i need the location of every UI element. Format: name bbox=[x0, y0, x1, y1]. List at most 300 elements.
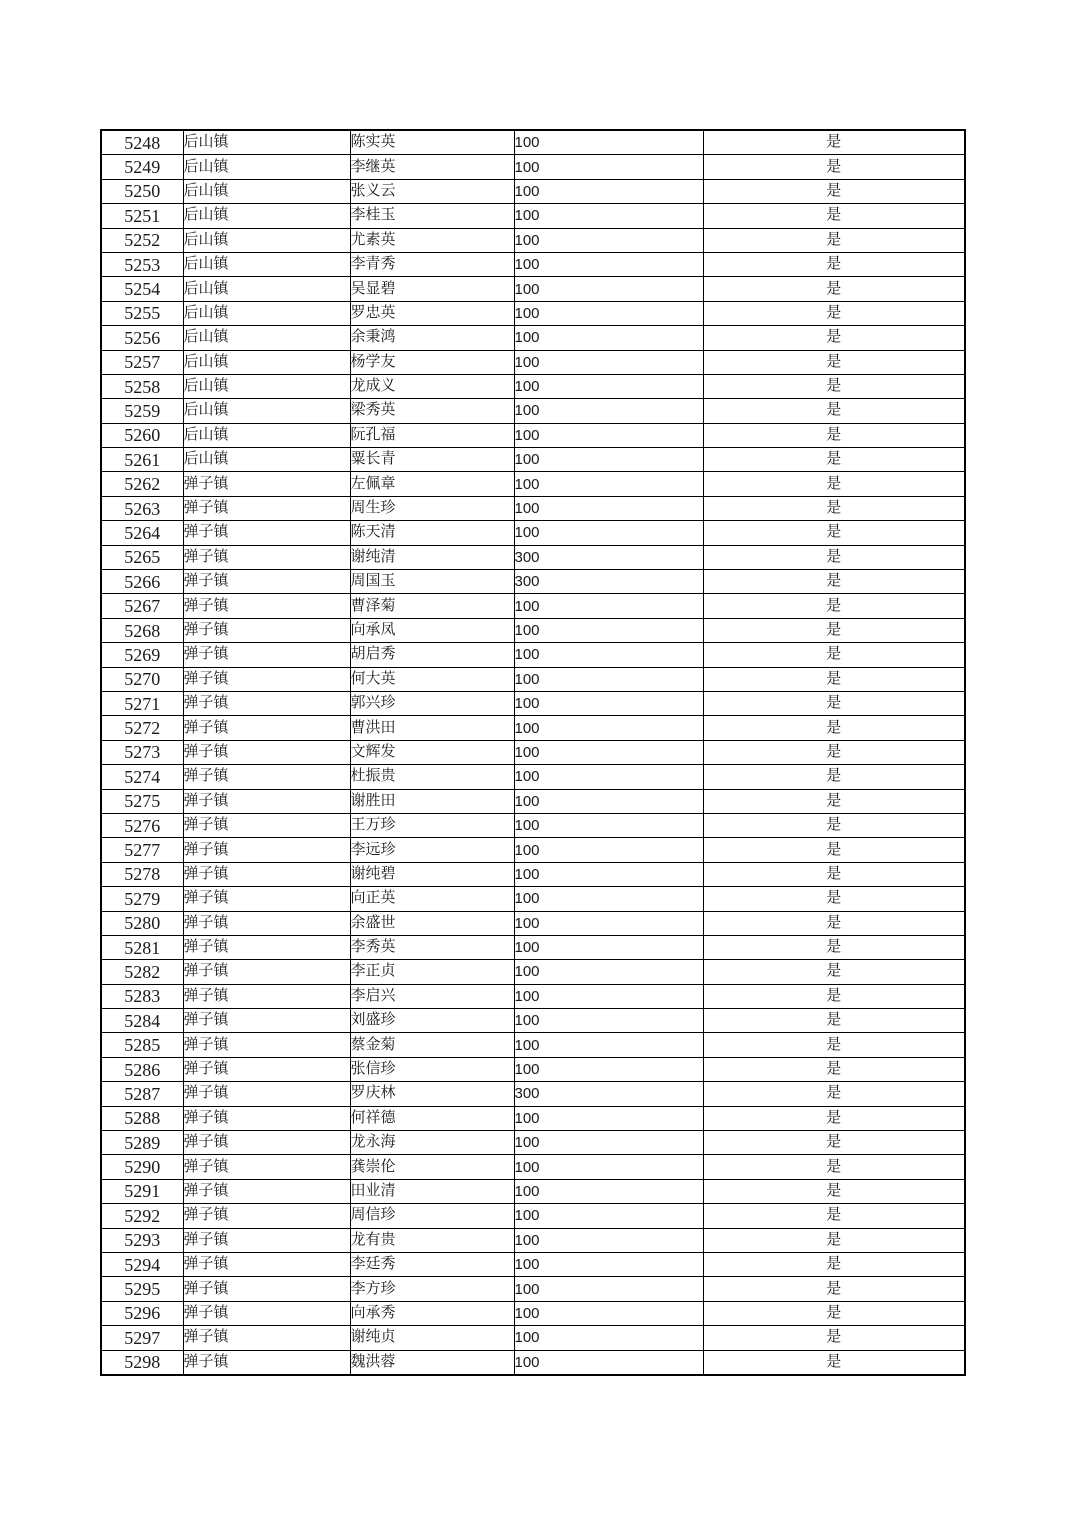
table-row bbox=[101, 204, 965, 228]
confirmed-cell: 是 bbox=[703, 691, 965, 715]
person-name-cell: 张义云 bbox=[350, 179, 514, 203]
town-name-cell: 弹子镇 bbox=[183, 691, 350, 715]
table-row bbox=[101, 1009, 965, 1033]
amount-cell: 100 bbox=[514, 277, 703, 301]
amount-cell: 100 bbox=[514, 691, 703, 715]
serial-number-cell: 5274 bbox=[101, 765, 183, 789]
serial-number-cell: 5289 bbox=[101, 1131, 183, 1155]
table-row bbox=[101, 887, 965, 911]
table-row bbox=[101, 423, 965, 447]
confirmed-cell: 是 bbox=[703, 399, 965, 423]
person-name-cell: 胡启秀 bbox=[350, 643, 514, 667]
table-row bbox=[101, 155, 965, 179]
town-name-cell: 弹子镇 bbox=[183, 887, 350, 911]
person-name-cell: 罗庆林 bbox=[350, 1082, 514, 1106]
serial-number-cell: 5256 bbox=[101, 326, 183, 350]
town-name-cell: 弹子镇 bbox=[183, 1106, 350, 1130]
table-row bbox=[101, 1131, 965, 1155]
table-row bbox=[101, 374, 965, 398]
confirmed-cell: 是 bbox=[703, 1350, 965, 1375]
amount-cell: 100 bbox=[514, 399, 703, 423]
table-row bbox=[101, 643, 965, 667]
serial-number-cell: 5279 bbox=[101, 887, 183, 911]
serial-number-cell: 5278 bbox=[101, 862, 183, 886]
town-name-cell: 弹子镇 bbox=[183, 960, 350, 984]
table-row bbox=[101, 570, 965, 594]
town-name-cell: 后山镇 bbox=[183, 326, 350, 350]
town-name-cell: 弹子镇 bbox=[183, 1131, 350, 1155]
data-table bbox=[100, 129, 966, 1376]
amount-cell: 100 bbox=[514, 935, 703, 959]
serial-number-cell: 5272 bbox=[101, 716, 183, 740]
town-name-cell: 弹子镇 bbox=[183, 1033, 350, 1057]
confirmed-cell: 是 bbox=[703, 277, 965, 301]
confirmed-cell: 是 bbox=[703, 1204, 965, 1228]
person-name-cell: 文辉发 bbox=[350, 740, 514, 764]
serial-number-cell: 5260 bbox=[101, 423, 183, 447]
amount-cell: 100 bbox=[514, 1228, 703, 1252]
person-name-cell: 谢纯碧 bbox=[350, 862, 514, 886]
confirmed-cell: 是 bbox=[703, 204, 965, 228]
table-row bbox=[101, 228, 965, 252]
town-name-cell: 后山镇 bbox=[183, 155, 350, 179]
town-name-cell: 弹子镇 bbox=[183, 1350, 350, 1375]
table-row bbox=[101, 1277, 965, 1301]
serial-number-cell: 5287 bbox=[101, 1082, 183, 1106]
serial-number-cell: 5292 bbox=[101, 1204, 183, 1228]
confirmed-cell: 是 bbox=[703, 1131, 965, 1155]
town-name-cell: 后山镇 bbox=[183, 374, 350, 398]
serial-number-cell: 5261 bbox=[101, 448, 183, 472]
person-name-cell: 吴显碧 bbox=[350, 277, 514, 301]
town-name-cell: 弹子镇 bbox=[183, 570, 350, 594]
amount-cell: 100 bbox=[514, 594, 703, 618]
person-name-cell: 谢纯贞 bbox=[350, 1326, 514, 1350]
person-name-cell: 左佩章 bbox=[350, 472, 514, 496]
town-name-cell: 弹子镇 bbox=[183, 1228, 350, 1252]
serial-number-cell: 5276 bbox=[101, 813, 183, 837]
town-name-cell: 弹子镇 bbox=[183, 716, 350, 740]
town-name-cell: 弹子镇 bbox=[183, 911, 350, 935]
amount-cell: 100 bbox=[514, 667, 703, 691]
person-name-cell: 杜振贵 bbox=[350, 765, 514, 789]
serial-number-cell: 5252 bbox=[101, 228, 183, 252]
serial-number-cell: 5286 bbox=[101, 1057, 183, 1081]
table-row bbox=[101, 179, 965, 203]
confirmed-cell: 是 bbox=[703, 813, 965, 837]
town-name-cell: 后山镇 bbox=[183, 228, 350, 252]
person-name-cell: 魏洪蓉 bbox=[350, 1350, 514, 1375]
table-row bbox=[101, 960, 965, 984]
confirmed-cell: 是 bbox=[703, 521, 965, 545]
serial-number-cell: 5285 bbox=[101, 1033, 183, 1057]
person-name-cell: 李启兴 bbox=[350, 984, 514, 1008]
serial-number-cell: 5280 bbox=[101, 911, 183, 935]
town-name-cell: 弹子镇 bbox=[183, 1155, 350, 1179]
amount-cell: 100 bbox=[514, 1009, 703, 1033]
table-row bbox=[101, 789, 965, 813]
person-name-cell: 粟长青 bbox=[350, 448, 514, 472]
serial-number-cell: 5253 bbox=[101, 252, 183, 276]
serial-number-cell: 5295 bbox=[101, 1277, 183, 1301]
table-row bbox=[101, 813, 965, 837]
table-row bbox=[101, 911, 965, 935]
serial-number-cell: 5269 bbox=[101, 643, 183, 667]
amount-cell: 100 bbox=[514, 716, 703, 740]
town-name-cell: 弹子镇 bbox=[183, 789, 350, 813]
amount-cell: 100 bbox=[514, 130, 703, 155]
table-row bbox=[101, 594, 965, 618]
confirmed-cell: 是 bbox=[703, 570, 965, 594]
confirmed-cell: 是 bbox=[703, 887, 965, 911]
town-name-cell: 弹子镇 bbox=[183, 594, 350, 618]
serial-number-cell: 5266 bbox=[101, 570, 183, 594]
serial-number-cell: 5259 bbox=[101, 399, 183, 423]
serial-number-cell: 5293 bbox=[101, 1228, 183, 1252]
table-row bbox=[101, 350, 965, 374]
serial-number-cell: 5251 bbox=[101, 204, 183, 228]
confirmed-cell: 是 bbox=[703, 1277, 965, 1301]
town-name-cell: 弹子镇 bbox=[183, 1082, 350, 1106]
confirmed-cell: 是 bbox=[703, 496, 965, 520]
amount-cell: 100 bbox=[514, 1204, 703, 1228]
serial-number-cell: 5275 bbox=[101, 789, 183, 813]
table-row bbox=[101, 448, 965, 472]
amount-cell: 100 bbox=[514, 1155, 703, 1179]
town-name-cell: 弹子镇 bbox=[183, 1301, 350, 1325]
table-row bbox=[101, 277, 965, 301]
town-name-cell: 弹子镇 bbox=[183, 1277, 350, 1301]
serial-number-cell: 5298 bbox=[101, 1350, 183, 1375]
serial-number-cell: 5265 bbox=[101, 545, 183, 569]
town-name-cell: 后山镇 bbox=[183, 301, 350, 325]
amount-cell: 100 bbox=[514, 423, 703, 447]
person-name-cell: 谢胜田 bbox=[350, 789, 514, 813]
confirmed-cell: 是 bbox=[703, 1009, 965, 1033]
town-name-cell: 后山镇 bbox=[183, 204, 350, 228]
town-name-cell: 弹子镇 bbox=[183, 545, 350, 569]
table-body bbox=[101, 130, 965, 1375]
table-row bbox=[101, 1350, 965, 1375]
confirmed-cell: 是 bbox=[703, 1179, 965, 1203]
table-row bbox=[101, 1179, 965, 1203]
table-row bbox=[101, 252, 965, 276]
serial-number-cell: 5268 bbox=[101, 618, 183, 642]
person-name-cell: 李方珍 bbox=[350, 1277, 514, 1301]
amount-cell: 100 bbox=[514, 228, 703, 252]
table-row bbox=[101, 326, 965, 350]
table-row bbox=[101, 1057, 965, 1081]
town-name-cell: 后山镇 bbox=[183, 423, 350, 447]
amount-cell: 100 bbox=[514, 496, 703, 520]
person-name-cell: 蔡金菊 bbox=[350, 1033, 514, 1057]
person-name-cell: 陈天清 bbox=[350, 521, 514, 545]
amount-cell: 100 bbox=[514, 301, 703, 325]
town-name-cell: 弹子镇 bbox=[183, 618, 350, 642]
table-row bbox=[101, 862, 965, 886]
person-name-cell: 李继英 bbox=[350, 155, 514, 179]
serial-number-cell: 5273 bbox=[101, 740, 183, 764]
town-name-cell: 弹子镇 bbox=[183, 643, 350, 667]
person-name-cell: 罗忠英 bbox=[350, 301, 514, 325]
table-row bbox=[101, 472, 965, 496]
town-name-cell: 弹子镇 bbox=[183, 740, 350, 764]
serial-number-cell: 5284 bbox=[101, 1009, 183, 1033]
table-row bbox=[101, 716, 965, 740]
confirmed-cell: 是 bbox=[703, 618, 965, 642]
amount-cell: 100 bbox=[514, 1057, 703, 1081]
person-name-cell: 郭兴珍 bbox=[350, 691, 514, 715]
person-name-cell: 曹泽菊 bbox=[350, 594, 514, 618]
confirmed-cell: 是 bbox=[703, 643, 965, 667]
amount-cell: 100 bbox=[514, 472, 703, 496]
town-name-cell: 弹子镇 bbox=[183, 838, 350, 862]
confirmed-cell: 是 bbox=[703, 130, 965, 155]
town-name-cell: 弹子镇 bbox=[183, 1252, 350, 1276]
town-name-cell: 后山镇 bbox=[183, 448, 350, 472]
person-name-cell: 阮孔福 bbox=[350, 423, 514, 447]
table-row bbox=[101, 838, 965, 862]
table-row bbox=[101, 399, 965, 423]
table-row bbox=[101, 521, 965, 545]
confirmed-cell: 是 bbox=[703, 960, 965, 984]
person-name-cell: 李正贞 bbox=[350, 960, 514, 984]
amount-cell: 100 bbox=[514, 862, 703, 886]
person-name-cell: 余盛世 bbox=[350, 911, 514, 935]
table-row bbox=[101, 765, 965, 789]
amount-cell: 100 bbox=[514, 1131, 703, 1155]
person-name-cell: 刘盛珍 bbox=[350, 1009, 514, 1033]
serial-number-cell: 5248 bbox=[101, 130, 183, 155]
town-name-cell: 弹子镇 bbox=[183, 667, 350, 691]
serial-number-cell: 5271 bbox=[101, 691, 183, 715]
serial-number-cell: 5270 bbox=[101, 667, 183, 691]
confirmed-cell: 是 bbox=[703, 1252, 965, 1276]
serial-number-cell: 5254 bbox=[101, 277, 183, 301]
amount-cell: 100 bbox=[514, 1326, 703, 1350]
person-name-cell: 李青秀 bbox=[350, 252, 514, 276]
person-name-cell: 李桂玉 bbox=[350, 204, 514, 228]
confirmed-cell: 是 bbox=[703, 740, 965, 764]
amount-cell: 300 bbox=[514, 545, 703, 569]
amount-cell: 100 bbox=[514, 252, 703, 276]
confirmed-cell: 是 bbox=[703, 1033, 965, 1057]
confirmed-cell: 是 bbox=[703, 423, 965, 447]
confirmed-cell: 是 bbox=[703, 862, 965, 886]
person-name-cell: 周生珍 bbox=[350, 496, 514, 520]
amount-cell: 100 bbox=[514, 740, 703, 764]
person-name-cell: 尤素英 bbox=[350, 228, 514, 252]
amount-cell: 100 bbox=[514, 838, 703, 862]
serial-number-cell: 5283 bbox=[101, 984, 183, 1008]
person-name-cell: 王万珍 bbox=[350, 813, 514, 837]
amount-cell: 100 bbox=[514, 1277, 703, 1301]
serial-number-cell: 5264 bbox=[101, 521, 183, 545]
serial-number-cell: 5255 bbox=[101, 301, 183, 325]
table-row bbox=[101, 667, 965, 691]
person-name-cell: 李秀英 bbox=[350, 935, 514, 959]
amount-cell: 300 bbox=[514, 570, 703, 594]
confirmed-cell: 是 bbox=[703, 789, 965, 813]
confirmed-cell: 是 bbox=[703, 350, 965, 374]
amount-cell: 100 bbox=[514, 960, 703, 984]
confirmed-cell: 是 bbox=[703, 765, 965, 789]
table-row bbox=[101, 496, 965, 520]
confirmed-cell: 是 bbox=[703, 326, 965, 350]
amount-cell: 100 bbox=[514, 1252, 703, 1276]
serial-number-cell: 5249 bbox=[101, 155, 183, 179]
amount-cell: 100 bbox=[514, 984, 703, 1008]
confirmed-cell: 是 bbox=[703, 1155, 965, 1179]
table-row bbox=[101, 1228, 965, 1252]
amount-cell: 100 bbox=[514, 350, 703, 374]
amount-cell: 100 bbox=[514, 643, 703, 667]
town-name-cell: 后山镇 bbox=[183, 277, 350, 301]
town-name-cell: 弹子镇 bbox=[183, 813, 350, 837]
table-row bbox=[101, 1252, 965, 1276]
person-name-cell: 向正英 bbox=[350, 887, 514, 911]
serial-number-cell: 5297 bbox=[101, 1326, 183, 1350]
person-name-cell: 龙永海 bbox=[350, 1131, 514, 1155]
town-name-cell: 弹子镇 bbox=[183, 1057, 350, 1081]
amount-cell: 100 bbox=[514, 789, 703, 813]
person-name-cell: 何大英 bbox=[350, 667, 514, 691]
amount-cell: 100 bbox=[514, 813, 703, 837]
serial-number-cell: 5290 bbox=[101, 1155, 183, 1179]
amount-cell: 100 bbox=[514, 155, 703, 179]
town-name-cell: 弹子镇 bbox=[183, 862, 350, 886]
confirmed-cell: 是 bbox=[703, 1326, 965, 1350]
confirmed-cell: 是 bbox=[703, 228, 965, 252]
table-row bbox=[101, 1033, 965, 1057]
amount-cell: 100 bbox=[514, 911, 703, 935]
town-name-cell: 弹子镇 bbox=[183, 472, 350, 496]
serial-number-cell: 5296 bbox=[101, 1301, 183, 1325]
amount-cell: 100 bbox=[514, 179, 703, 203]
table-row bbox=[101, 1106, 965, 1130]
serial-number-cell: 5257 bbox=[101, 350, 183, 374]
amount-cell: 100 bbox=[514, 1033, 703, 1057]
serial-number-cell: 5294 bbox=[101, 1252, 183, 1276]
person-name-cell: 龙有贵 bbox=[350, 1228, 514, 1252]
town-name-cell: 弹子镇 bbox=[183, 1009, 350, 1033]
amount-cell: 100 bbox=[514, 887, 703, 911]
table-row bbox=[101, 935, 965, 959]
person-name-cell: 梁秀英 bbox=[350, 399, 514, 423]
serial-number-cell: 5262 bbox=[101, 472, 183, 496]
town-name-cell: 后山镇 bbox=[183, 130, 350, 155]
amount-cell: 100 bbox=[514, 1301, 703, 1325]
serial-number-cell: 5263 bbox=[101, 496, 183, 520]
person-name-cell: 龚崇伦 bbox=[350, 1155, 514, 1179]
amount-cell: 300 bbox=[514, 1082, 703, 1106]
town-name-cell: 弹子镇 bbox=[183, 765, 350, 789]
serial-number-cell: 5267 bbox=[101, 594, 183, 618]
serial-number-cell: 5258 bbox=[101, 374, 183, 398]
serial-number-cell: 5250 bbox=[101, 179, 183, 203]
table-row bbox=[101, 1301, 965, 1325]
person-name-cell: 向承凤 bbox=[350, 618, 514, 642]
amount-cell: 100 bbox=[514, 618, 703, 642]
confirmed-cell: 是 bbox=[703, 179, 965, 203]
confirmed-cell: 是 bbox=[703, 472, 965, 496]
person-name-cell: 谢纯清 bbox=[350, 545, 514, 569]
town-name-cell: 后山镇 bbox=[183, 179, 350, 203]
table-row bbox=[101, 1082, 965, 1106]
town-name-cell: 弹子镇 bbox=[183, 521, 350, 545]
confirmed-cell: 是 bbox=[703, 545, 965, 569]
confirmed-cell: 是 bbox=[703, 155, 965, 179]
confirmed-cell: 是 bbox=[703, 448, 965, 472]
person-name-cell: 李廷秀 bbox=[350, 1252, 514, 1276]
person-name-cell: 周信珍 bbox=[350, 1204, 514, 1228]
person-name-cell: 周国玉 bbox=[350, 570, 514, 594]
person-name-cell: 杨学友 bbox=[350, 350, 514, 374]
confirmed-cell: 是 bbox=[703, 1228, 965, 1252]
confirmed-cell: 是 bbox=[703, 935, 965, 959]
person-name-cell: 余秉鸿 bbox=[350, 326, 514, 350]
town-name-cell: 弹子镇 bbox=[183, 1326, 350, 1350]
confirmed-cell: 是 bbox=[703, 374, 965, 398]
table-row bbox=[101, 1155, 965, 1179]
confirmed-cell: 是 bbox=[703, 252, 965, 276]
confirmed-cell: 是 bbox=[703, 984, 965, 1008]
confirmed-cell: 是 bbox=[703, 1301, 965, 1325]
amount-cell: 100 bbox=[514, 1179, 703, 1203]
confirmed-cell: 是 bbox=[703, 716, 965, 740]
serial-number-cell: 5291 bbox=[101, 1179, 183, 1203]
person-name-cell: 何祥德 bbox=[350, 1106, 514, 1130]
amount-cell: 100 bbox=[514, 204, 703, 228]
person-name-cell: 陈实英 bbox=[350, 130, 514, 155]
amount-cell: 100 bbox=[514, 1350, 703, 1375]
table-row bbox=[101, 984, 965, 1008]
confirmed-cell: 是 bbox=[703, 1106, 965, 1130]
person-name-cell: 李远珍 bbox=[350, 838, 514, 862]
amount-cell: 100 bbox=[514, 521, 703, 545]
person-name-cell: 龙成义 bbox=[350, 374, 514, 398]
amount-cell: 100 bbox=[514, 374, 703, 398]
town-name-cell: 后山镇 bbox=[183, 399, 350, 423]
amount-cell: 100 bbox=[514, 448, 703, 472]
serial-number-cell: 5277 bbox=[101, 838, 183, 862]
confirmed-cell: 是 bbox=[703, 911, 965, 935]
amount-cell: 100 bbox=[514, 1106, 703, 1130]
town-name-cell: 弹子镇 bbox=[183, 496, 350, 520]
table-row bbox=[101, 740, 965, 764]
person-name-cell: 向承秀 bbox=[350, 1301, 514, 1325]
table-row bbox=[101, 1204, 965, 1228]
serial-number-cell: 5281 bbox=[101, 935, 183, 959]
town-name-cell: 弹子镇 bbox=[183, 984, 350, 1008]
town-name-cell: 弹子镇 bbox=[183, 1179, 350, 1203]
confirmed-cell: 是 bbox=[703, 1057, 965, 1081]
confirmed-cell: 是 bbox=[703, 838, 965, 862]
table-row bbox=[101, 130, 965, 155]
table-row bbox=[101, 1326, 965, 1350]
serial-number-cell: 5288 bbox=[101, 1106, 183, 1130]
confirmed-cell: 是 bbox=[703, 301, 965, 325]
table-row bbox=[101, 301, 965, 325]
serial-number-cell: 5282 bbox=[101, 960, 183, 984]
confirmed-cell: 是 bbox=[703, 667, 965, 691]
town-name-cell: 后山镇 bbox=[183, 252, 350, 276]
table-row bbox=[101, 618, 965, 642]
person-name-cell: 曹洪田 bbox=[350, 716, 514, 740]
confirmed-cell: 是 bbox=[703, 594, 965, 618]
confirmed-cell: 是 bbox=[703, 1082, 965, 1106]
town-name-cell: 弹子镇 bbox=[183, 935, 350, 959]
